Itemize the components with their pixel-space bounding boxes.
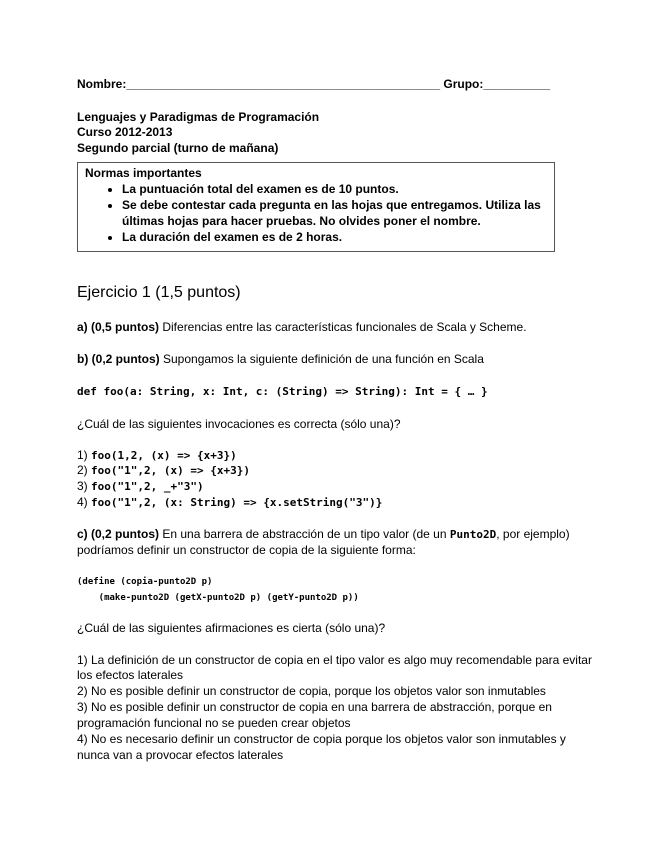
option-code: foo("1",2, (x) => {x+3}) — [91, 464, 250, 477]
question-b-text: Supongamos la siguiente definición de una función en Scala — [159, 352, 484, 366]
question-a-label: a) (0,5 puntos) — [77, 320, 160, 334]
answer-1-line: los efectos laterales — [77, 668, 184, 682]
option-3 — [77, 479, 204, 494]
answer-3-line: 3) No es posible definir un constructor de copia en una barrera de abstracción, porque en — [77, 700, 552, 714]
rule-item: • Se debe contestar cada pregunta en las hojas que entregamos. Utiliza las últimas hojas para hacer pruebas. No olvides poner el nombre. — [122, 197, 542, 229]
course-year: Curso 2012-2013 — [77, 125, 173, 139]
name-group-line — [77, 77, 550, 92]
option-number: 3) — [77, 479, 92, 493]
rules-box — [77, 162, 555, 252]
scala-code: def foo(a: String, x: Int, c: (String) => String): Int = { … } — [77, 385, 488, 398]
answer-3-line: programación funcional no se pueden crear objetos — [77, 716, 351, 730]
question-a — [77, 320, 527, 335]
option-number: 4) — [77, 495, 92, 509]
group-field[interactable]: __________ — [483, 77, 551, 91]
exercise-title: Ejercicio 1 (1,5 puntos) — [77, 284, 241, 301]
scheme-code-line: (define (copia-punto2D p) — [77, 577, 213, 587]
question-b-prompt: ¿Cuál de las siguientes invocaciones es correcta (sólo una)? — [77, 417, 401, 431]
inline-code: Punto2D — [449, 528, 497, 541]
option-1 — [77, 448, 237, 463]
name-field[interactable]: _______________________________________________ — [126, 77, 441, 91]
subject-title: Lenguajes y Paradigmas de Programación — [77, 110, 320, 124]
option-code: foo("1",2, _+"3") — [91, 480, 204, 493]
question-b — [77, 352, 484, 367]
option-4 — [77, 495, 382, 510]
answer-2: 2) No es posible definir un constructor de copia, porque los objetos valor son inmutables — [77, 684, 546, 698]
question-b-label: b) (0,2 puntos) — [77, 352, 160, 366]
group-label: Grupo: — [443, 77, 484, 91]
question-c-line2: podríamos definir un constructor de copia de la siguiente forma: — [77, 543, 416, 557]
option-code: foo("1",2, (x: String) => {x.setString("3")} — [91, 496, 383, 509]
rules-title: Normas importantes — [85, 166, 202, 180]
question-c-prompt: ¿Cuál de las siguientes afirmaciones es cierta (sólo una)? — [77, 621, 386, 635]
question-c-text: , por ejemplo) — [496, 527, 570, 541]
rules-list — [78, 181, 542, 245]
question-c-label: c) (0,2 puntos) — [77, 527, 160, 541]
exam-name: Segundo parcial (turno de mañana) — [77, 141, 279, 155]
name-label: Nombre: — [77, 77, 127, 91]
question-c — [77, 527, 570, 542]
question-c-text: En una barrera de abstracción de un tipo valor (de un — [159, 527, 450, 541]
option-number: 2) — [77, 463, 92, 477]
scheme-code-line: (make-punto2D (getX-punto2D p) (getY-punto2D p)) — [77, 593, 359, 603]
option-2 — [77, 463, 250, 478]
question-a-text: Diferencias entre las características funcionales de Scala y Scheme. — [159, 320, 527, 334]
option-number: 1) — [77, 448, 92, 462]
rule-item: • La puntuación total del examen es de 10 puntos. — [122, 181, 542, 197]
answer-1-line: 1) La definición de un constructor de copia en el tipo valor es algo muy recomendable para evitar — [77, 653, 592, 667]
option-code: foo(1,2, (x) => {x+3}) — [91, 449, 237, 462]
answer-4-line: nunca van a provocar efectos laterales — [77, 748, 284, 762]
answer-4-line: 4) No es necesario definir un constructor de copia porque los objetos valor son inmutables y — [77, 732, 566, 746]
rule-item: • La duración del examen es de 2 horas. — [122, 229, 542, 245]
